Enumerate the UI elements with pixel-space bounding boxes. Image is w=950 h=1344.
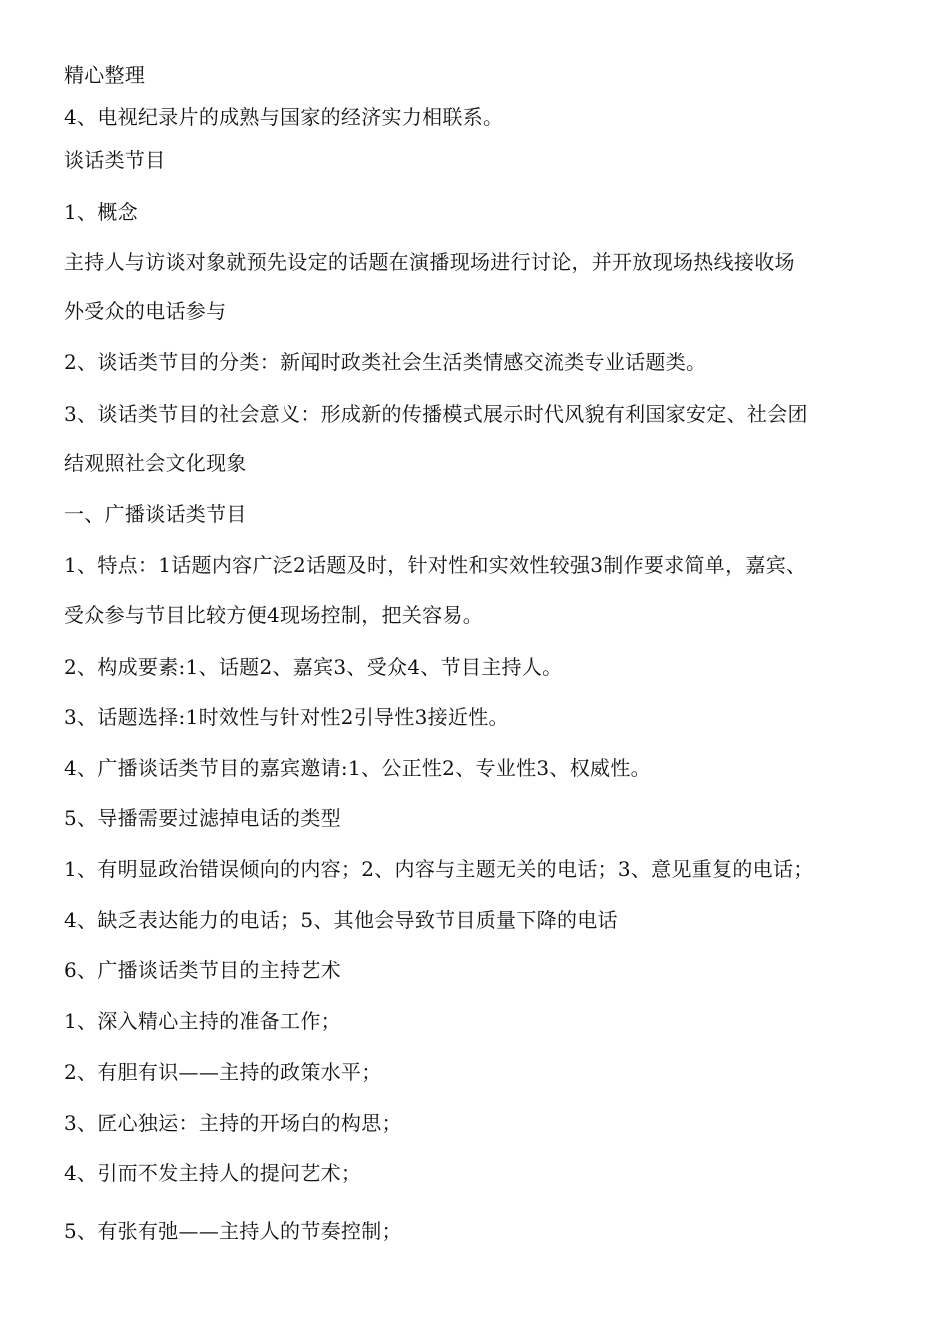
paragraph-line: 主持人与访谈对象就预先设定的话题在演播现场进行讨论，并开放现场热线接收场	[64, 250, 795, 274]
paragraph-line: 4、电视纪录片的成熟与国家的经济实力相联系。	[64, 105, 504, 129]
paragraph-line: 4、缺乏表达能力的电话；5、其他会导致节目质量下降的电话	[64, 908, 618, 932]
list-item: 3、匠心独运：主持的开场白的构思；	[64, 1111, 402, 1135]
list-item: 1、深入精心主持的准备工作；	[64, 1009, 341, 1033]
paragraph-line: 1、有明显政治错误倾向的内容；2、内容与主题无关的电话；3、意见重复的电话；	[64, 857, 814, 881]
paragraph-line: 3、话题选择:1时效性与针对性2引导性3接近性。	[64, 705, 509, 729]
section-heading: 谈话类节目	[64, 148, 166, 172]
header-text: 精心整理	[64, 63, 146, 87]
paragraph-line: 5、导播需要过滤掉电话的类型	[64, 806, 341, 830]
paragraph-line: 1、特点：1话题内容广泛2话题及时，针对性和实效性较强3制作要求简单，嘉宾、	[64, 553, 807, 577]
subheading: 1、概念	[64, 200, 138, 224]
list-item: 5、有张有弛——主持人的节奏控制；	[64, 1219, 402, 1243]
paragraph-line: 3、谈话类节目的社会意义：形成新的传播模式展示时代风貌有利国家安定、社会团	[64, 402, 808, 426]
list-item: 2、有胆有识——主持的政策水平；	[64, 1060, 382, 1084]
paragraph-line: 2、谈话类节目的分类：新闻时政类社会生活类情感交流类专业话题类。	[64, 350, 707, 374]
paragraph-line: 结观照社会文化现象	[64, 451, 247, 475]
paragraph-line: 外受众的电话参与	[64, 299, 227, 323]
section-heading: 一、广播谈话类节目	[64, 502, 247, 526]
paragraph-line: 2、构成要素:1、话题2、嘉宾3、受众4、节目主持人。	[64, 655, 563, 679]
paragraph-line: 受众参与节目比较方便4现场控制，把关容易。	[64, 603, 484, 627]
paragraph-line: 4、广播谈话类节目的嘉宾邀请:1、公正性2、专业性3、权威性。	[64, 756, 651, 780]
list-item: 4、引而不发主持人的提问艺术；	[64, 1161, 362, 1185]
subheading: 6、广播谈话类节目的主持艺术	[64, 958, 341, 982]
